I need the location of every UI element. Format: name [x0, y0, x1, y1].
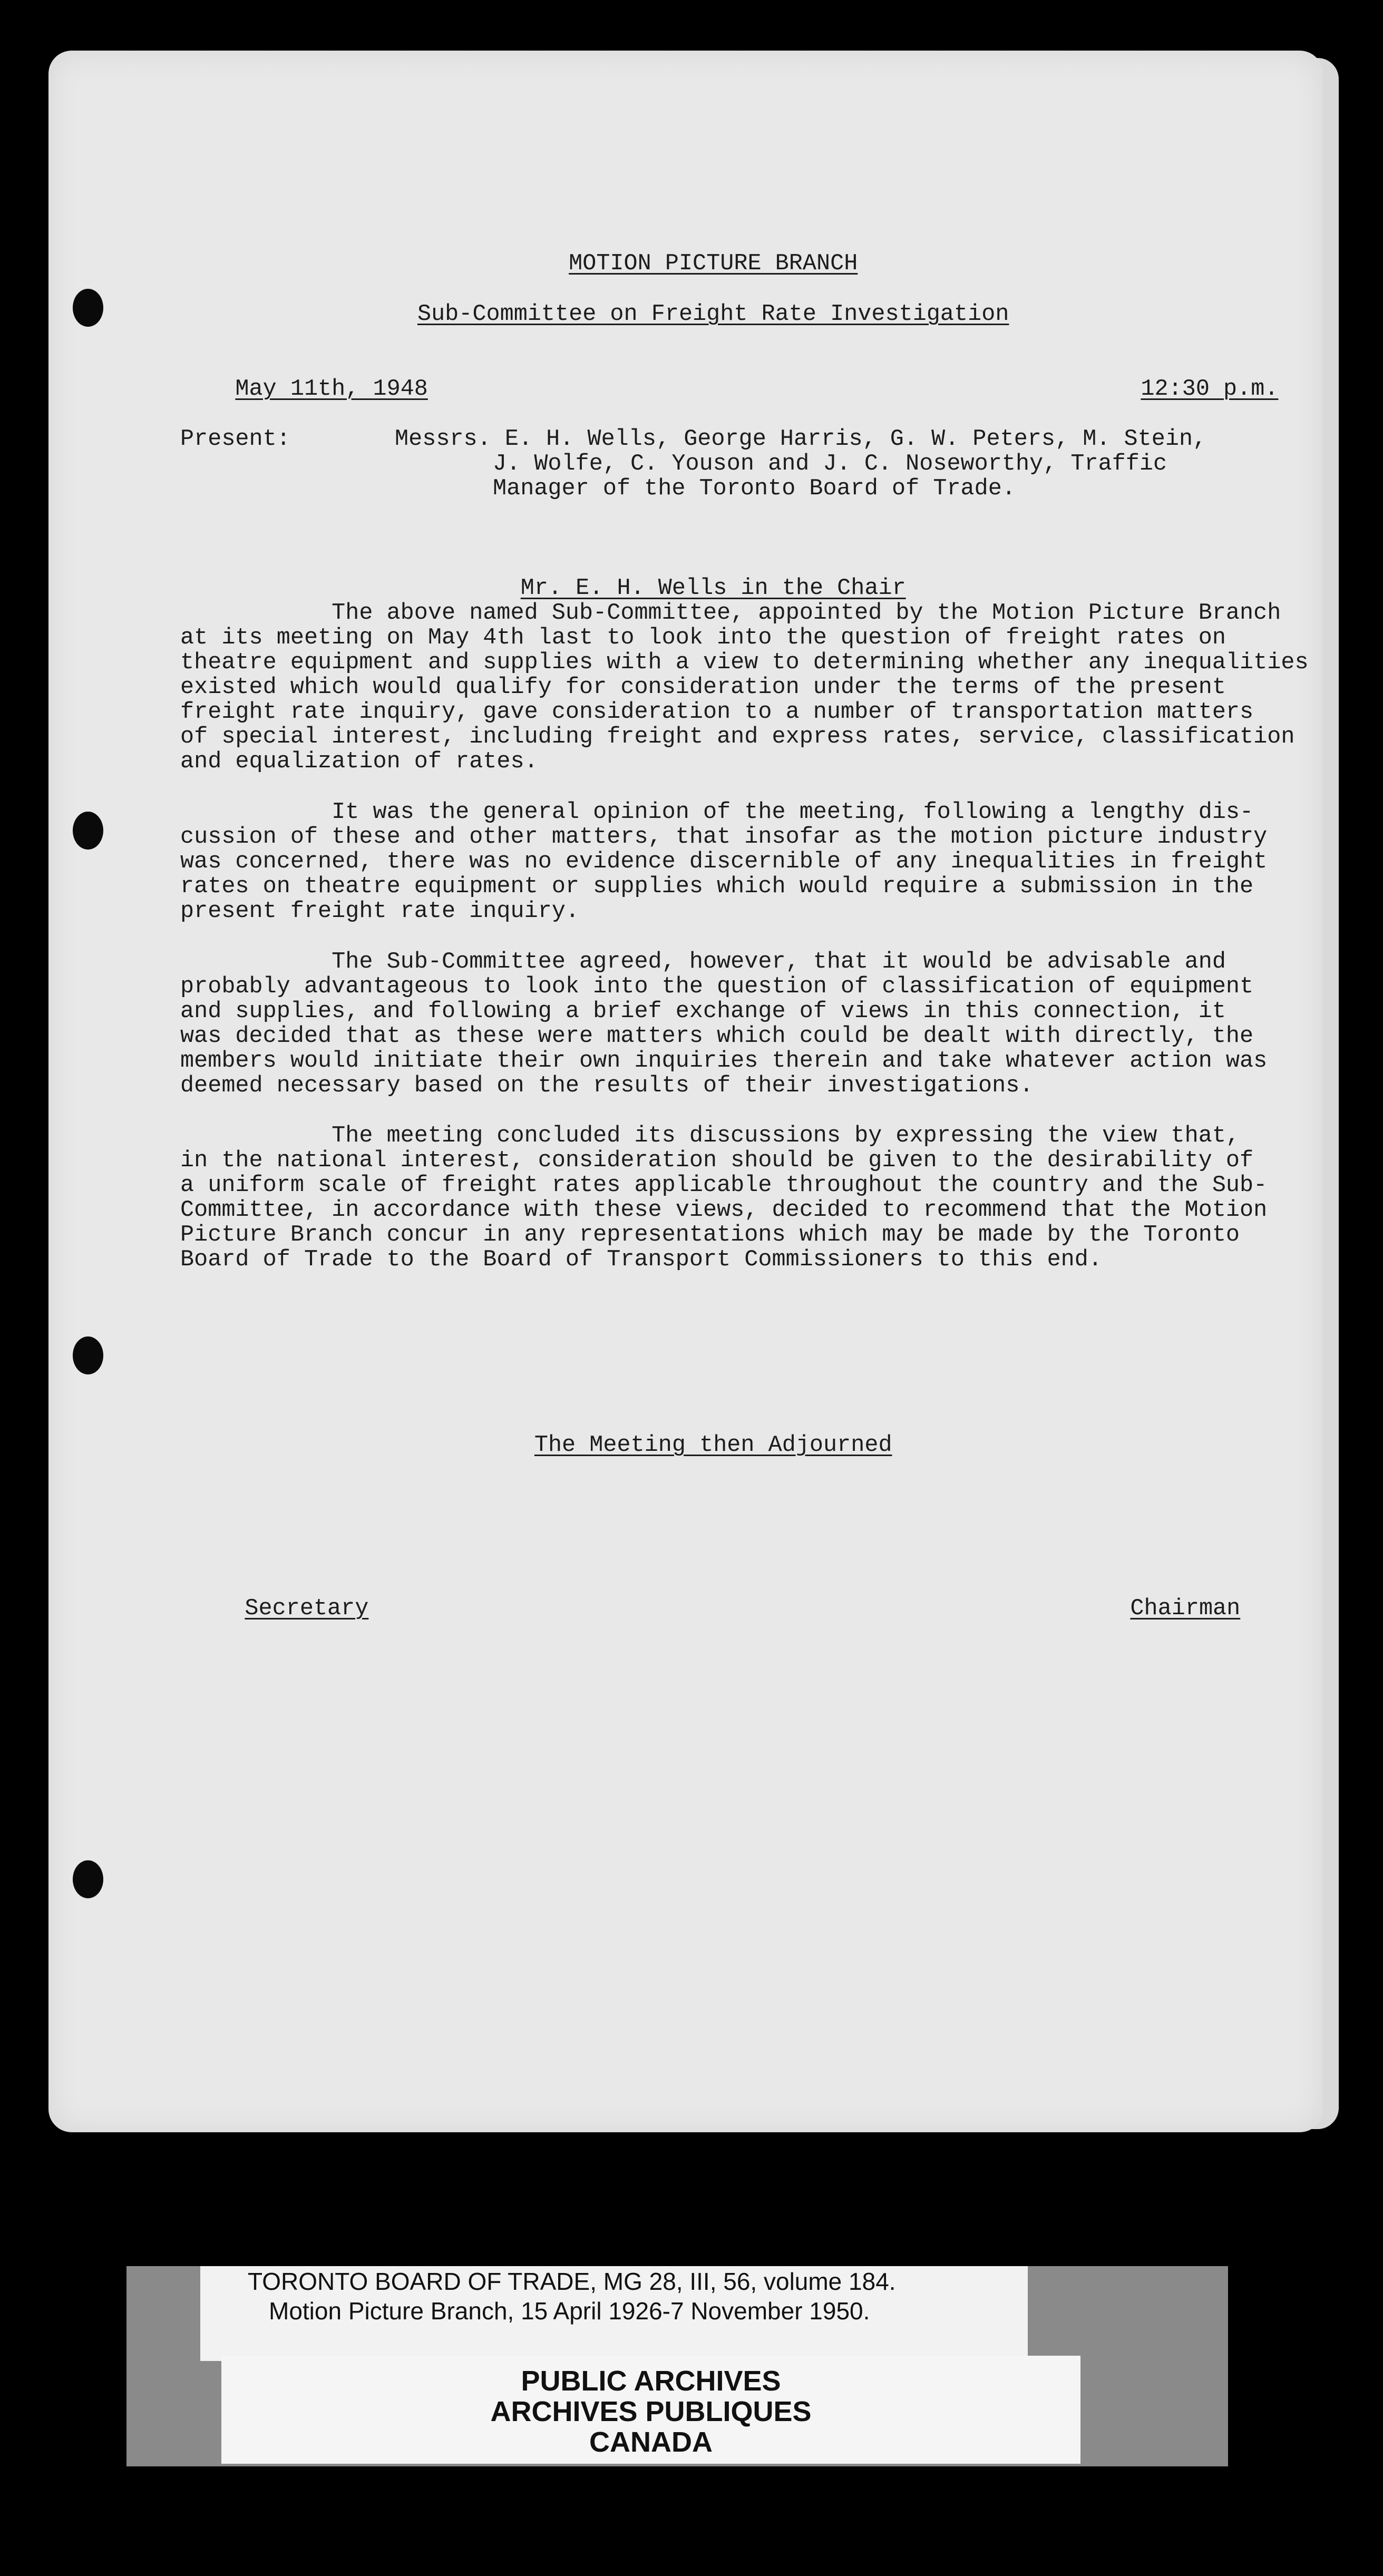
- document-heading: MOTION PICTURE BRANCH: [569, 251, 858, 277]
- meeting-time: 12:30 p.m.: [1141, 376, 1279, 402]
- document-subheading: Sub-Committee on Freight Rate Investigation: [417, 301, 1009, 327]
- secretary-signature-line: Secretary: [245, 1596, 369, 1622]
- archive-reference-line: TORONTO BOARD OF TRADE, MG 28, III, 56, volume 184.: [248, 2268, 896, 2295]
- punch-hole: [73, 812, 103, 850]
- attendees-line: Manager of the Toronto Board of Trade.: [493, 476, 1016, 502]
- present-label: Present:: [180, 426, 290, 452]
- adjournment-note: The Meeting then Adjourned: [534, 1432, 892, 1458]
- minutes-paragraph: The Sub-Committee agreed, however, that it would be advisable and probably advantageous to look into the question of classification of equipment and supplies, and following a brief exchange of views in this connection, it was decided that as these were matters which could be dealt with directly, the members would initiate their own inquiries therein and take whatever action was deemed necessary based on the results of their investigations.: [180, 949, 1268, 1099]
- chair-statement: Mr. E. H. Wells in the Chair: [520, 575, 906, 601]
- archives-french: ARCHIVES PUBLIQUES: [490, 2396, 812, 2427]
- minutes-paragraph: The meeting concluded its discussions by expressing the view that, in the national interest, consideration should be given to the desirability of a uniform scale of freight rates applicable throughout the country and the Sub- Committee, in accordance with these views, decided to recommend that the Motion Picture Branch concur in any representations which may be made by the Toronto Board of Trade to the Board of Transport Commissioners to this end.: [180, 1123, 1268, 1273]
- attendees-line: J. Wolfe, C. Youson and J. C. Noseworthy, Traffic: [493, 451, 1167, 477]
- meeting-date: May 11th, 1948: [235, 376, 428, 402]
- archives-country: CANADA: [589, 2426, 713, 2458]
- document-page: [48, 51, 1323, 2132]
- minutes-paragraph: It was the general opinion of the meeting, following a lengthy dis- cussion of these and other matters, that insofar as the motion picture industry was concerned, there was no evidence discernible of any inequalities in freight rates on theatre equipment or supplies which would require a submission in the present freight rate inquiry.: [180, 799, 1268, 924]
- archives-english: PUBLIC ARCHIVES: [521, 2365, 781, 2397]
- archive-reference-line: Motion Picture Branch, 15 April 1926-7 November 1950.: [269, 2297, 870, 2325]
- chairman-signature-line: Chairman: [1130, 1596, 1241, 1622]
- punch-hole: [73, 1336, 103, 1374]
- attendees-line: Messrs. E. H. Wells, George Harris, G. W. Peters, M. Stein,: [395, 426, 1207, 452]
- minutes-paragraph: The above named Sub-Committee, appointed by the Motion Picture Branch at its meeting on May 4th last to look into the question of freight rates on theatre equipment and supplies with a view to determining whether any inequalities existed which would qualify for consideration under the terms of the present freight rate inquiry, gave consideration to a number of transportation matters of special interest, including freight and express rates, service, classification and equalization of rates.: [180, 600, 1309, 775]
- punch-hole: [73, 1860, 103, 1898]
